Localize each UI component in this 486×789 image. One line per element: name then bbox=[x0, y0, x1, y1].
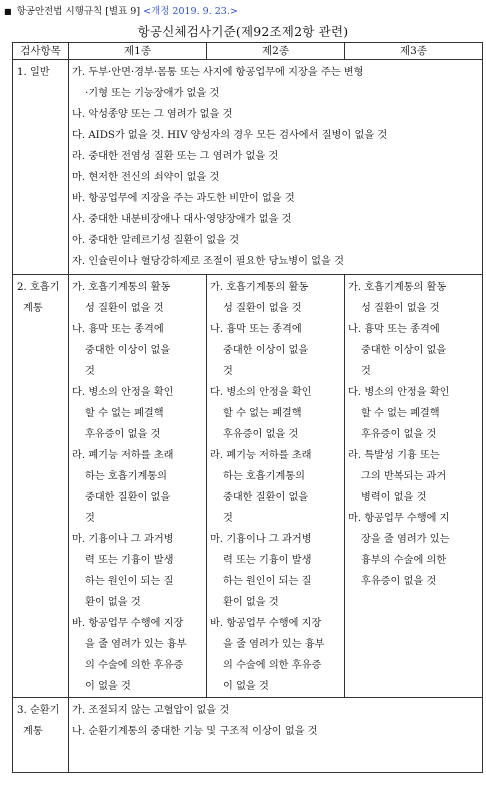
criterion-text: 성 질환이 없을 것 bbox=[361, 303, 440, 314]
criterion-item bbox=[207, 319, 344, 382]
criterion-text: 하는 원인이 되는 질 bbox=[223, 576, 312, 587]
category-label: 3. 순환기 bbox=[17, 705, 60, 716]
criterion-text: 라. 중대한 전염성 질환 또는 그 염려가 없을 것 bbox=[72, 151, 279, 162]
category-label: 계통 bbox=[23, 726, 43, 737]
general-items bbox=[69, 62, 482, 272]
criterion-text: 다. AIDS가 없을 것. HIV 양성자의 경우 모든 검사에서 질병이 없을 것 bbox=[72, 130, 388, 141]
criterion-text: 의 수술에 의한 후유증 bbox=[223, 660, 322, 671]
criterion-text: 다. 병소의 안정을 확인 bbox=[72, 387, 174, 398]
criterion-text: 성 질환이 없을 것 bbox=[85, 303, 164, 314]
column-header-class1: 제1종 bbox=[69, 43, 207, 60]
category-label: 계통 bbox=[23, 303, 43, 314]
revision-note: <개정 2019. 9. 23.> bbox=[143, 6, 238, 17]
class2-items bbox=[207, 277, 344, 697]
section-row-respiratory bbox=[13, 275, 483, 698]
class1-items bbox=[69, 277, 206, 697]
criterion-text: 환이 없을 것 bbox=[85, 597, 141, 608]
criterion-item bbox=[207, 613, 344, 697]
criterion-text: 의 수술에 의한 후유증 bbox=[85, 660, 184, 671]
criterion-text: 사. 중대한 내분비장애나 대사·영양장애가 없을 것 bbox=[72, 214, 292, 225]
criterion-text: 할 수 없는 폐결핵 bbox=[361, 408, 440, 419]
respiratory-class2 bbox=[207, 275, 345, 698]
criterion-item bbox=[345, 508, 482, 592]
criterion-text: 자. 인슐린이나 혈당강하제로 조절이 필요한 당뇨병이 없을 것 bbox=[72, 256, 344, 267]
criterion-text: 라. 폐기능 저하를 초래 bbox=[210, 450, 312, 461]
criterion-text: 마. 현저한 전신의 쇠약이 없을 것 bbox=[72, 172, 220, 183]
general-content bbox=[69, 60, 483, 275]
criterion-text: 흉부의 수술에 의한 bbox=[361, 555, 447, 566]
criterion-text: 장을 줄 염려가 있는 bbox=[361, 534, 450, 545]
criterion-item bbox=[69, 382, 206, 445]
criterion-text: 마. 기흉이나 그 과거병 bbox=[210, 534, 312, 545]
criterion-item bbox=[69, 125, 482, 146]
criterion-text: 할 수 없는 폐결핵 bbox=[85, 408, 164, 419]
criterion-item bbox=[69, 721, 482, 742]
criterion-text: 마. 기흉이나 그 과거병 bbox=[72, 534, 174, 545]
criterion-text: 할 수 없는 폐결핵 bbox=[223, 408, 302, 419]
criterion-item bbox=[345, 382, 482, 445]
criterion-text: 중대한 이상이 없을 bbox=[361, 345, 447, 356]
criterion-text: 다. 병소의 안정을 확인 bbox=[210, 387, 312, 398]
criterion-text: 것 bbox=[85, 513, 95, 524]
criterion-text: 후유증이 없을 것 bbox=[361, 576, 437, 587]
criterion-text: 그의 반복되는 과거 bbox=[361, 471, 447, 482]
criterion-item bbox=[69, 251, 482, 272]
column-header-item: 검사항목 bbox=[13, 43, 69, 60]
circulatory-content bbox=[69, 698, 483, 773]
criteria-table bbox=[12, 42, 483, 773]
criterion-item bbox=[69, 700, 482, 721]
criterion-item bbox=[345, 277, 482, 319]
criterion-item bbox=[345, 319, 482, 382]
criterion-item bbox=[69, 146, 482, 167]
criterion-text: 력 또는 기흉이 발생 bbox=[85, 555, 174, 566]
criterion-item bbox=[69, 445, 206, 529]
criterion-text: 가. 호흡기계통의 활동 bbox=[348, 282, 447, 293]
criterion-item bbox=[345, 445, 482, 508]
class3-items bbox=[345, 277, 482, 592]
respiratory-class1 bbox=[69, 275, 207, 698]
header-text: 항공안전법 시행규칙 [별표 9] bbox=[16, 6, 141, 17]
criterion-text: 바. 항공업무 수행에 지장 bbox=[210, 618, 322, 629]
square-bullet-icon: ■ bbox=[4, 7, 12, 16]
criterion-item bbox=[69, 277, 206, 319]
criterion-text: 중대한 이상이 없을 bbox=[223, 345, 309, 356]
respiratory-class3 bbox=[345, 275, 483, 698]
column-header-class2: 제2종 bbox=[207, 43, 345, 60]
criterion-text: 중대한 이상이 없을 bbox=[85, 345, 171, 356]
criterion-text: 나. 순환기계통의 중대한 기능 및 구조적 이상이 없을 것 bbox=[72, 726, 318, 737]
criterion-item bbox=[69, 613, 206, 697]
criterion-text: 라. 특발성 기흉 또는 bbox=[348, 450, 440, 461]
criterion-text: 가. 두부·안면·경부·몸통 또는 사지에 항공업무에 지장을 주는 변형 bbox=[72, 67, 364, 78]
criterion-item bbox=[69, 62, 482, 104]
criterion-item bbox=[69, 167, 482, 188]
criterion-text: 하는 호흡기계통의 bbox=[85, 471, 167, 482]
criterion-text: 나. 흉막 또는 종격에 bbox=[348, 324, 440, 335]
criterion-text: 라. 폐기능 저하를 초래 bbox=[72, 450, 174, 461]
category-cell bbox=[13, 698, 69, 773]
criterion-text: 가. 조절되지 않는 고혈압이 없을 것 bbox=[72, 705, 230, 716]
criterion-item bbox=[207, 529, 344, 613]
criterion-text: 이 없을 것 bbox=[85, 681, 131, 692]
column-header-class3: 제3종 bbox=[345, 43, 483, 60]
criterion-text: 병력이 없을 것 bbox=[361, 492, 427, 503]
criterion-text: 을 줄 염려가 있는 흉부 bbox=[85, 639, 187, 650]
criterion-text: 가. 호흡기계통의 활동 bbox=[72, 282, 171, 293]
criterion-item bbox=[69, 209, 482, 230]
criterion-text: 마. 항공업무 수행에 지 bbox=[348, 513, 450, 524]
criterion-text: 중대한 질환이 없을 bbox=[85, 492, 171, 503]
criterion-text: 바. 항공업무 수행에 지장 bbox=[72, 618, 184, 629]
criterion-item bbox=[207, 277, 344, 319]
category-label: 1. 일반 bbox=[17, 67, 50, 78]
criterion-item bbox=[69, 529, 206, 613]
criterion-text: 하는 호흡기계통의 bbox=[223, 471, 305, 482]
criterion-text: 바. 항공업무에 지장을 주는 과도한 비만이 없을 것 bbox=[72, 193, 295, 204]
criterion-text: ·기형 또는 기능장애가 없을 것 bbox=[85, 88, 220, 99]
criterion-text: 력 또는 기흉이 발생 bbox=[223, 555, 312, 566]
criterion-text: 후유증이 없을 것 bbox=[361, 429, 437, 440]
criterion-item bbox=[69, 230, 482, 251]
category-cell bbox=[13, 60, 69, 275]
criterion-text: 나. 흉막 또는 종격에 bbox=[72, 324, 164, 335]
criterion-item bbox=[69, 188, 482, 209]
section-row-circulatory bbox=[13, 698, 483, 773]
criterion-text: 중대한 질환이 없을 bbox=[223, 492, 309, 503]
criterion-text: 후유증이 없을 것 bbox=[223, 429, 299, 440]
criterion-text: 것 bbox=[361, 366, 371, 377]
criterion-text: 을 줄 염려가 있는 흉부 bbox=[223, 639, 325, 650]
criterion-text: 후유증이 없을 것 bbox=[85, 429, 161, 440]
criterion-text: 하는 원인이 되는 질 bbox=[85, 576, 174, 587]
criterion-text: 것 bbox=[223, 366, 233, 377]
criterion-text: 다. 병소의 안정을 확인 bbox=[348, 387, 450, 398]
criterion-item bbox=[69, 319, 206, 382]
table-header-row bbox=[13, 43, 483, 60]
criterion-text: 것 bbox=[223, 513, 233, 524]
criterion-text: 환이 없을 것 bbox=[223, 597, 279, 608]
criterion-text: 이 없을 것 bbox=[223, 681, 269, 692]
criterion-text: 나. 악성종양 또는 그 염려가 없을 것 bbox=[72, 109, 233, 120]
page-title: 항공신체검사기준(제92조제2항 관련) bbox=[137, 24, 349, 39]
criterion-item bbox=[207, 382, 344, 445]
criterion-text: 나. 흉막 또는 종격에 bbox=[210, 324, 302, 335]
section-row-general bbox=[13, 60, 483, 275]
document-header bbox=[4, 3, 238, 17]
criterion-item bbox=[69, 104, 482, 125]
category-label: 2. 호흡기 bbox=[17, 282, 60, 293]
criterion-text: 것 bbox=[85, 366, 95, 377]
circulatory-items bbox=[69, 700, 482, 742]
criterion-text: 가. 호흡기계통의 활동 bbox=[210, 282, 309, 293]
criterion-item bbox=[207, 445, 344, 529]
criterion-text: 성 질환이 없을 것 bbox=[223, 303, 302, 314]
category-cell bbox=[13, 275, 69, 698]
criterion-text: 아. 중대한 알레르기성 질환이 없을 것 bbox=[72, 235, 240, 246]
